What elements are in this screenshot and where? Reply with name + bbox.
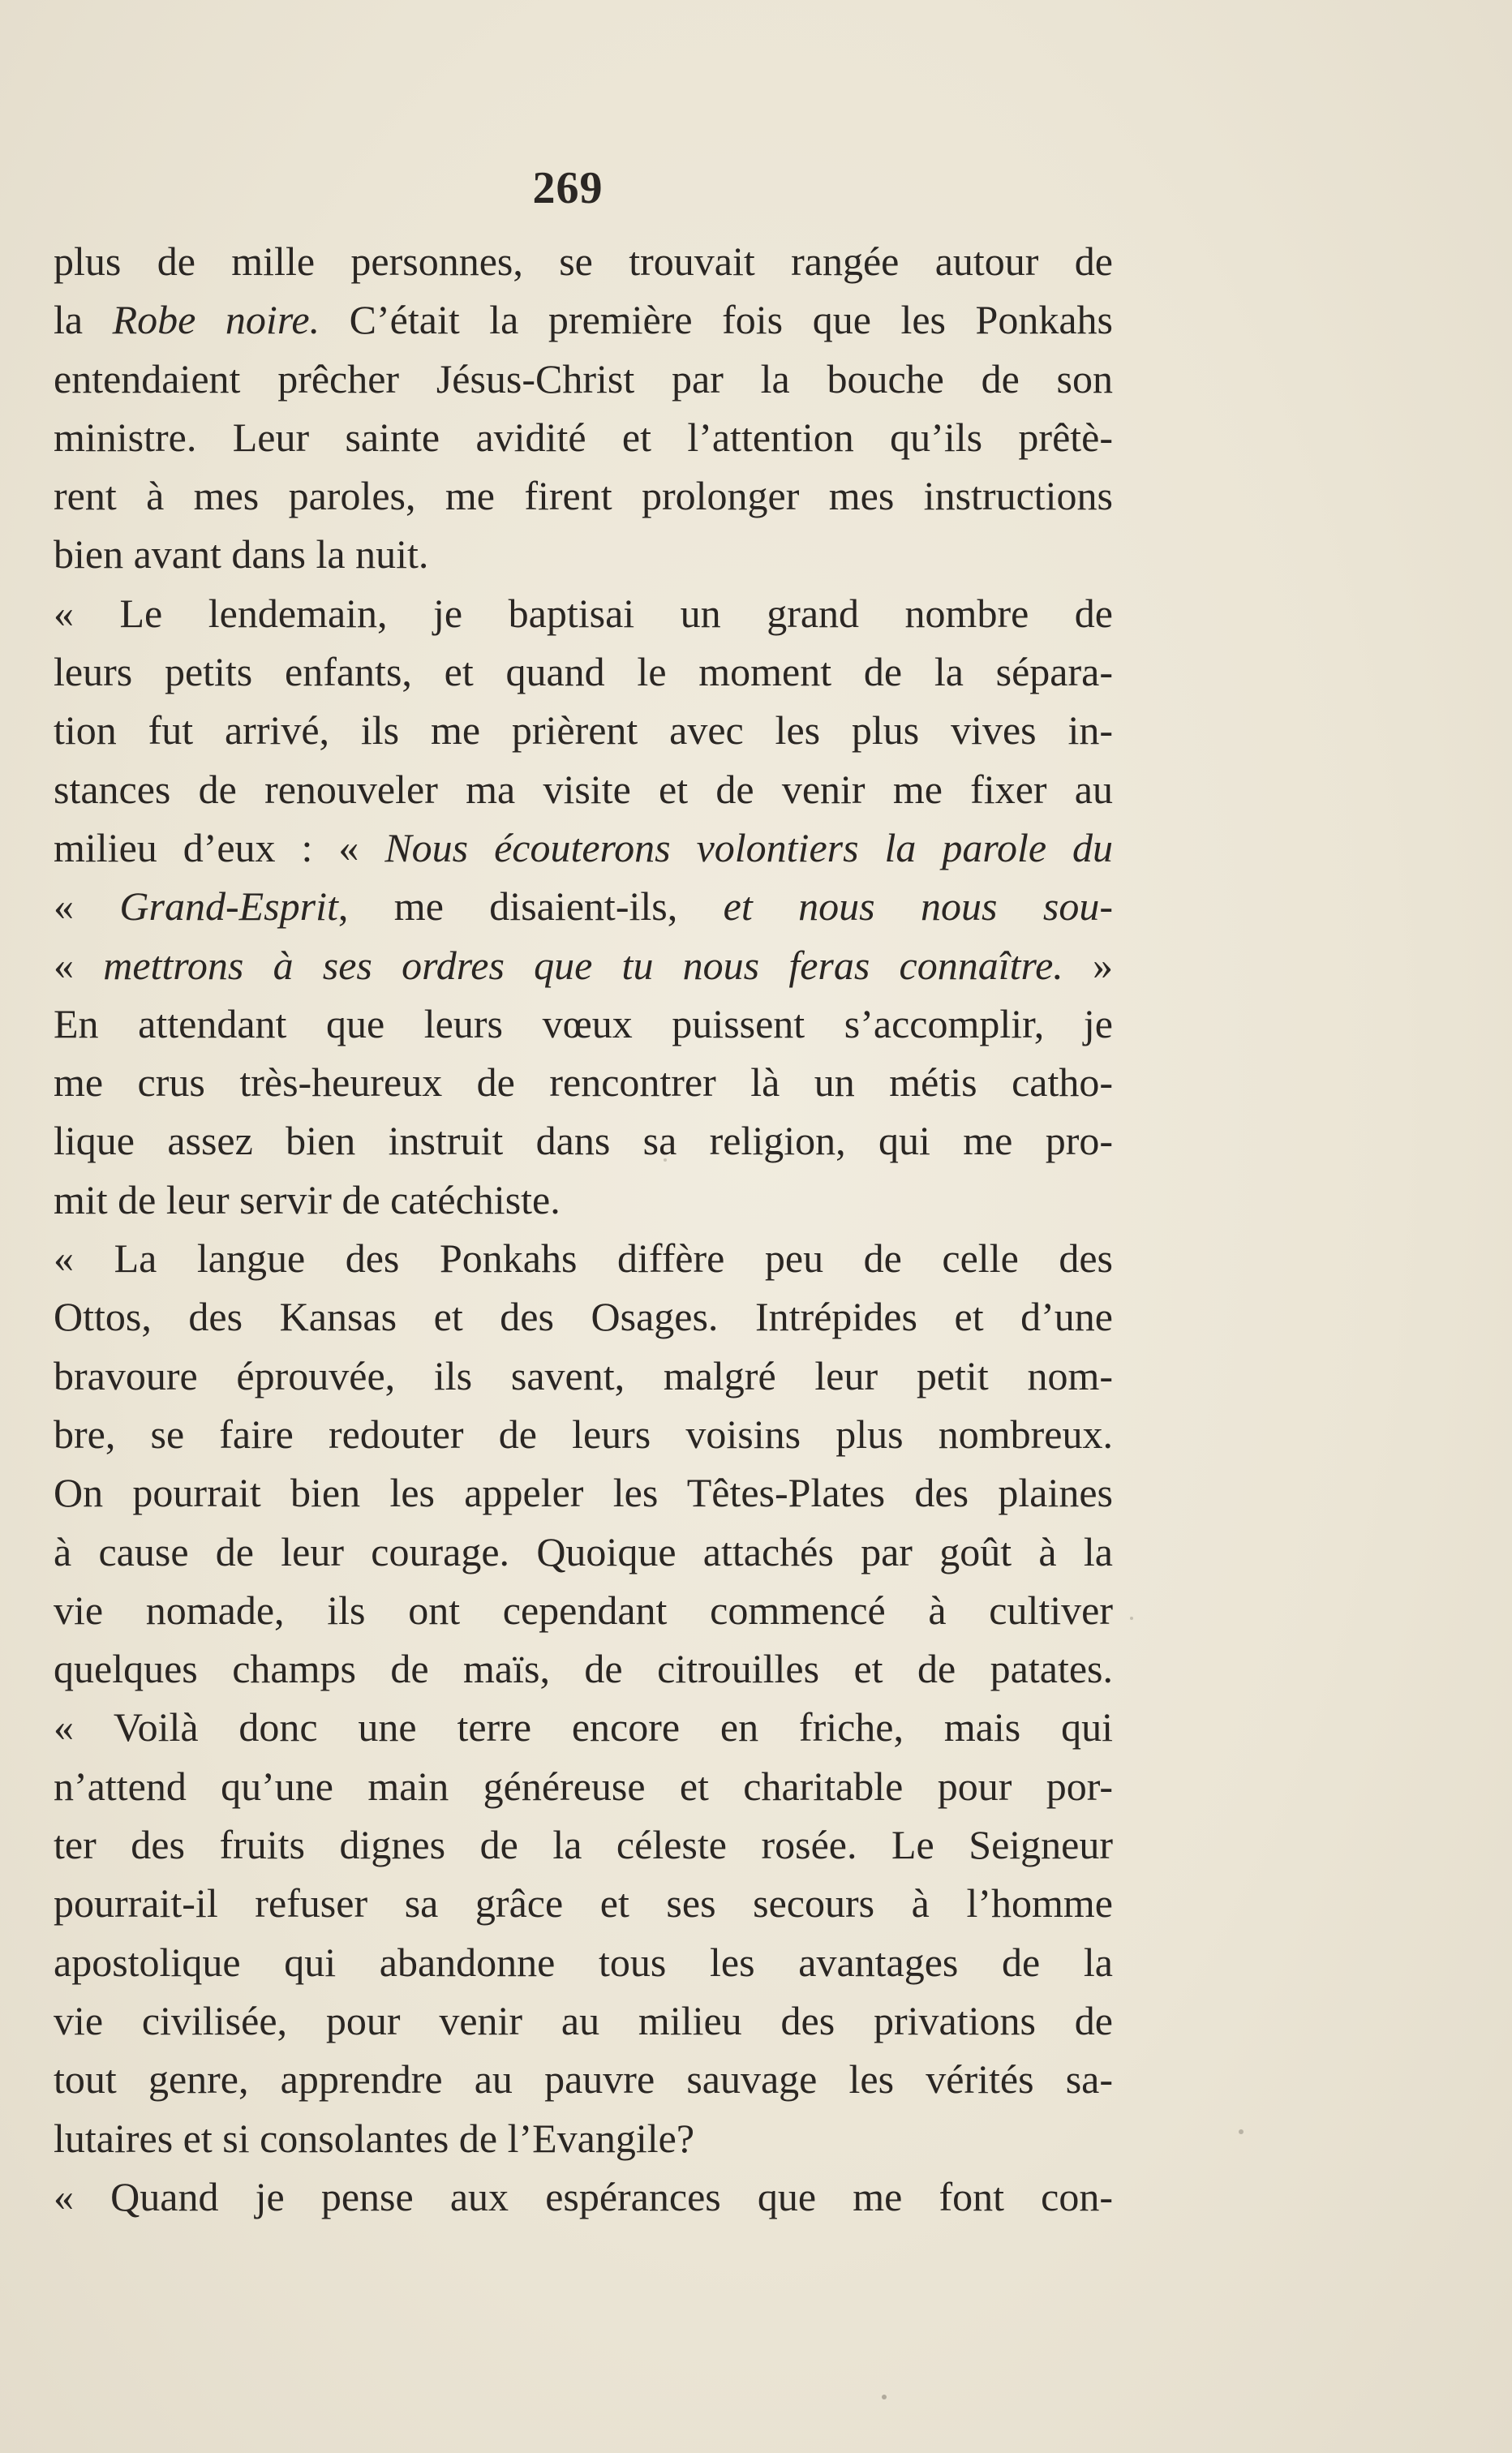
text-run: lique assez bien instruit dans sa religion, qui me pro-: [54, 1118, 1113, 1164]
text-line: [54, 1463, 1113, 1522]
text-run: « La langue des Ponkahs diffère peu de celle des: [54, 1235, 1113, 1282]
text-line: [54, 1053, 1113, 1111]
text-run: En attendant que leurs vœux puissent s’accomplir, je: [54, 1000, 1113, 1046]
text-run: bravoure éprouvée, ils savent, malgré leur petit nom-: [54, 1352, 1113, 1398]
text-run: tout genre, apprendre au pauvre sauvage les vérités sa-: [54, 2056, 1113, 2103]
text-line: [54, 818, 1113, 877]
page-number: 269: [532, 163, 604, 213]
text-run: bre, se faire redouter de leurs voisins plus nombreux.: [54, 1411, 1113, 1457]
text-line: [54, 1347, 1113, 1405]
text-line: [54, 2167, 1113, 2226]
text-line: [54, 1757, 1113, 1815]
text-line: [54, 877, 1113, 935]
text-run: à cause de leur courage. Quoique attachés par goût à la: [54, 1528, 1113, 1574]
text-run: la: [54, 297, 113, 343]
text-run: entendaient prêcher Jésus-Christ par la bouche de son: [54, 355, 1113, 402]
text-line: [54, 2050, 1113, 2108]
text-run: apostolique qui abandonne tous les avantages de la: [54, 1939, 1113, 1985]
text-line: [54, 1933, 1113, 1991]
text-run: quelques champs de maïs, de citrouilles et de patates.: [54, 1646, 1113, 1692]
text-run: vie nomade, ils ont cependant commencé à cultiver: [54, 1587, 1113, 1633]
text-run: « Le lendemain, je baptisai un grand nombre de: [54, 590, 1113, 636]
text-run: mit de leur servir de catéchiste.: [54, 1176, 561, 1222]
text-line: [54, 1171, 1113, 1229]
text-line: [54, 408, 1113, 466]
text-line: [54, 995, 1113, 1053]
text-line: [54, 1111, 1113, 1170]
text-line: [54, 1991, 1113, 2050]
text-line: [54, 1287, 1113, 1346]
text-run: leurs petits enfants, et quand le moment de la sépara-: [54, 649, 1113, 695]
text-line: [54, 525, 1113, 583]
text-line: [54, 936, 1113, 995]
italic-text: et nous nous sou-: [723, 883, 1113, 930]
text-run: «: [54, 883, 120, 930]
text-run: Ottos, des Kansas et des Osages. Intrépides et d’une: [54, 1294, 1113, 1340]
text-line: [54, 1229, 1113, 1287]
italic-text: Nous écouterons volontiers la parole du: [384, 824, 1113, 870]
text-line: [54, 1698, 1113, 1756]
text-run: lutaires et si consolantes de l’Evangile?: [54, 2115, 695, 2161]
text-line: [54, 1815, 1113, 1874]
text-line: [54, 642, 1113, 701]
text-line: [54, 1581, 1113, 1639]
text-line: [54, 701, 1113, 759]
text-run: , me disaient-ils,: [337, 883, 724, 930]
text-line: [54, 1874, 1113, 1932]
italic-text: Robe noire.: [112, 297, 320, 343]
text-run: «: [54, 942, 104, 988]
text-line: [54, 466, 1113, 525]
text-run: pourrait-il refuser sa grâce et ses secours à l’homme: [54, 1880, 1113, 1927]
text-line: [54, 1523, 1113, 1581]
text-run: « Voilà donc une terre encore en friche, mais qui: [54, 1704, 1113, 1751]
text-line: [54, 1639, 1113, 1698]
text-run: ministre. Leur sainte avidité et l’attention qu’ils prêtè-: [54, 414, 1113, 460]
text-line: [54, 1405, 1113, 1463]
text-run: C’était la première fois que les Ponkahs: [320, 297, 1113, 343]
text-run: On pourrait bien les appeler les Têtes-Plates des plaines: [54, 1470, 1113, 1516]
text-run: bien avant dans la nuit.: [54, 531, 429, 578]
text-run: plus de mille personnes, se trouvait rangée autour de: [54, 238, 1113, 284]
text-line: [54, 584, 1113, 642]
italic-text: Grand-Esprit: [119, 883, 338, 930]
text-run: milieu d’eux : «: [54, 824, 385, 870]
text-run: n’attend qu’une main généreuse et charitable pour por-: [54, 1763, 1113, 1809]
italic-text: mettrons à ses ordres que tu nous feras connaître.: [103, 942, 1063, 988]
text-run: rent à mes paroles, me firent prolonger mes instructions: [54, 473, 1113, 519]
text-line: [54, 760, 1113, 818]
text-run: me crus très-heureux de rencontrer là un métis catho-: [54, 1059, 1113, 1106]
text-run: « Quand je pense aux espérances que me font con-: [54, 2173, 1113, 2219]
text-line: [54, 232, 1113, 290]
text-line: [54, 350, 1113, 408]
text-run: tion fut arrivé, ils me prièrent avec les plus vives in-: [54, 707, 1113, 754]
text-run: »: [1063, 942, 1113, 988]
text-line: [54, 290, 1113, 349]
text-line: [54, 2109, 1113, 2167]
text-run: ter des fruits dignes de la céleste rosée. Le Seigneur: [54, 1822, 1113, 1868]
text-run: stances de renouveler ma visite et de venir me fixer au: [54, 766, 1113, 812]
text-run: vie civilisée, pour venir au milieu des privations de: [54, 1997, 1113, 2043]
body-text: [54, 232, 1113, 2226]
